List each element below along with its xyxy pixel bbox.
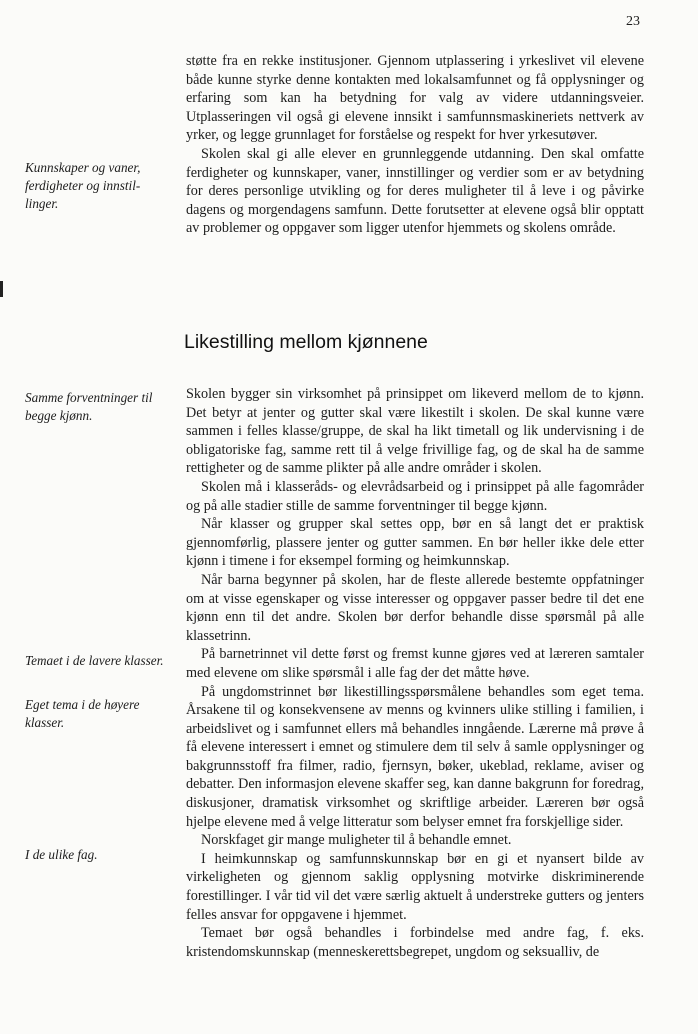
margin-note-expectations: Samme forventninger til begge kjønn. xyxy=(25,390,153,423)
text-block-main xyxy=(186,385,644,961)
margin-note-knowledge: Kunnskaper og vaner, ferdigheter og innstil- linger. xyxy=(25,160,141,211)
text-block-top xyxy=(186,52,644,238)
margin-note-higher-classes: Eget tema i de høyere klasser. xyxy=(25,697,140,730)
section-heading: Likestilling mellom kjønnene xyxy=(184,331,428,353)
paragraph: På barnetrinnet vil dette først og fremst kunne gjøres ved at læreren samtaler med elevene om slike spørsmål i alle fag der det måtte høve. xyxy=(186,646,644,681)
margin-note-lower-classes: Temaet i de lavere klasser. xyxy=(25,653,164,668)
paragraph: støtte fra en rekke institusjoner. Gjennom utplassering i yrkeslivet vil elevene både kunne styrke denne kontakten med lokalsamfunnet og få opplysninger og erfaring som kan ha betydning for valg av videre utdanningsveier. Utplasseringen vil også gi elevene innsikt i samfunnsmaskineriets nettverk av yrker, og legge grunnlaget for forståelse og respekt for hver yrkesutøver. xyxy=(186,53,644,144)
paragraph: Norskfaget gir mange muligheter til å behandle emnet. xyxy=(201,832,512,849)
paragraph: På ungdomstrinnet bør likestillingsspørsmålene behandles som eget tema. Årsakene til og konsekvensene av menns og kvinners ulike stilling i familien, i arbeidslivet og i samfunnet ellers må behandles inngående. Lærerne må prøve å få elevene interessert i emnet og stimulere dem til selv å samle opplysninger og bakgrunnsstoff fra filmer, radio, fjernsyn, bøker, ukeblad, reklame, aviser og debatter. Den informasjon elevene skaffer seg, kan danne bakgrunn for foredrag, diskusjoner, dramatisk virksomhet og skriftlige arbeider. Læreren bør også hjelpe elevene med å velge litteratur som belyser emnet fra forskjellige sider. xyxy=(186,683,644,830)
paragraph: Temaet bør også behandles i forbindelse med andre fag, f. eks. kristendomskunnskap (menneskerettsbegrepet, ungdom og seksualliv, de xyxy=(186,925,644,960)
paragraph: Når klasser og grupper skal settes opp, bør en så langt det er praktisk gjennomførlig, plassere jenter og gutter sammen. En bør heller ikke dele etter kjønn i timene i for eksempel forming og heimkunnskap. xyxy=(186,516,644,570)
paragraph: Når barna begynner på skolen, har de fleste allerede bestemte oppfatninger om at visse egenskaper og visse interesser og oppgaver passer bedre til det ene kjønn enn til det andre. Skolen bør derfor behandle disse spørsmål på alle klassetrinn. xyxy=(186,571,644,644)
paragraph: I heimkunnskap og samfunnskunnskap bør en gi et nyansert bilde av virkeligheten og gjennom saklig opplysning motvirke diskriminerende forestillinger. I vår tid vil det være særlig aktuelt å understreke gutters og jenters felles ansvar for oppgavene i hjemmet. xyxy=(186,850,644,923)
paragraph: Skolen skal gi alle elever en grunnleggende utdanning. Den skal omfatte ferdigheter og kunnskaper, vaner, innstillinger og verdier som er av betydning for deres personlige utvikling og for deres muligheter til å leve i og påvirke dagens og morgendagens samfunn. Dette forutsetter at elevene også blir opptatt av problemer og oppgaver som ligger utenfor hjemmets og skolens område. xyxy=(186,145,644,237)
page-edge-mark xyxy=(0,281,3,297)
page-number: 23 xyxy=(626,14,640,29)
paragraph: Skolen bygger sin virksomhet på prinsippet om likeverd mellom de to kjønn. Det betyr at jenter og gutter skal være likestilt i skolen. De skal kunne være sammen i felles klasse/gruppe, de skal ha likt timetall og lik undervisning i de obligatoriske fag, samme rett til å velge frivillige fag, og de skal ha de samme rettigheter og de samme plikter på alle andre områder i skolen. xyxy=(186,386,644,477)
paragraph: Skolen må i klasseråds- og elevrådsarbeid og i prinsippet på alle fagområder og på alle stadier stille de samme forventninger til begge kjønn. xyxy=(186,478,644,514)
margin-note-subjects: I de ulike fag. xyxy=(25,847,98,862)
